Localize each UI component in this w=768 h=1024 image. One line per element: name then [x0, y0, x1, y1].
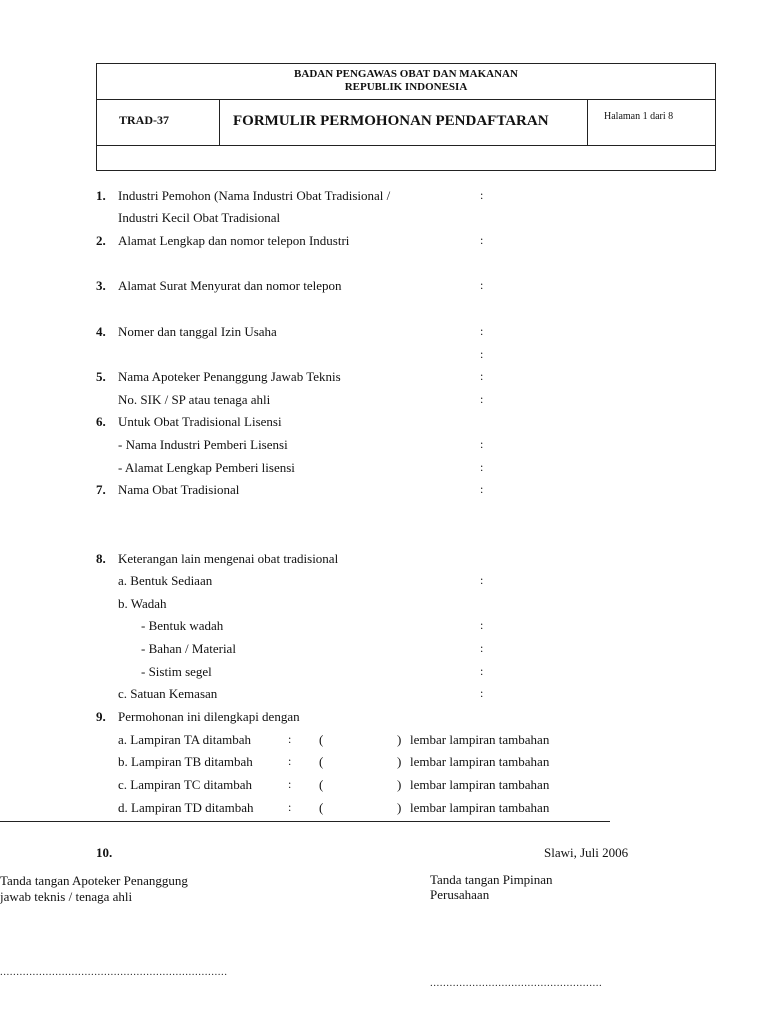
item-4-label: Nomer dan tanggal Izin Usaha: [118, 324, 277, 339]
item-1-label: Industri Pemohon (Nama Industri Obat Tradisional /: [118, 188, 391, 203]
sign-right-label-cont: Perusahaan: [430, 887, 490, 902]
lampiran-td-label: d. Lampiran TD ditambah: [118, 800, 254, 815]
form-title: FORMULIR PERMOHONAN PENDAFTARAN: [220, 100, 588, 145]
item-8b-label: b. Wadah: [118, 596, 167, 611]
form-header-table: [96, 63, 716, 171]
item-2-label: Alamat Lengkap dan nomor telepon Industri: [118, 233, 350, 248]
form-code: TRAD-37: [97, 100, 220, 145]
lampiran-td-colon: :: [288, 800, 292, 814]
item-7-colon: :: [480, 482, 484, 496]
agency-row: [97, 64, 715, 100]
lampiran-td-open: (: [319, 800, 324, 815]
signature-line-left: ......................................................................: [0, 966, 228, 978]
item-number-5: 5.: [96, 369, 106, 384]
item-5-colon: :: [480, 369, 484, 383]
sign-left-label: Tanda tangan Apoteker Penanggung: [0, 873, 188, 888]
item-8b1-colon: :: [480, 618, 484, 632]
item-9-label: Permohonan ini dilengkapi dengan: [118, 709, 300, 724]
item-number-10: 10.: [96, 845, 113, 860]
item-5-sublabel: No. SIK / SP atau tenaga ahli: [118, 392, 271, 407]
lampiran-tb-suffix: lembar lampiran tambahan: [410, 754, 550, 769]
lampiran-ta-suffix: lembar lampiran tambahan: [410, 732, 550, 747]
item-8c-label: c. Satuan Kemasan: [118, 686, 218, 701]
item-number-6: 6.: [96, 414, 106, 429]
item-6b-colon: :: [480, 460, 484, 474]
lampiran-tb-open: (: [319, 754, 324, 769]
item-2-colon: :: [480, 233, 484, 247]
title-row: [97, 100, 715, 146]
lampiran-tc-close: ): [397, 777, 402, 792]
lampiran-tb-close: ): [397, 754, 402, 769]
item-1-colon: :: [480, 188, 484, 202]
item-number-2: 2.: [96, 233, 106, 248]
item-number-9: 9.: [96, 709, 106, 724]
lampiran-ta-close: ): [397, 732, 402, 747]
item-8-label: Keterangan lain mengenai obat tradisional: [118, 551, 339, 566]
lampiran-ta-label: a. Lampiran TA ditambah: [118, 732, 252, 747]
sign-left-label-cont: jawab teknis / tenaga ahli: [0, 889, 133, 904]
page-info: Halaman 1 dari 8: [604, 111, 674, 122]
lampiran-td-close: ): [397, 800, 402, 815]
lampiran-tc-colon: :: [288, 777, 292, 791]
item-number-3: 3.: [96, 278, 106, 293]
item-8b3-label: - Sistim segel: [141, 664, 212, 679]
lampiran-ta-colon: :: [288, 732, 292, 746]
item-6-label: Untuk Obat Tradisional Lisensi: [118, 414, 282, 429]
item-8c-colon: :: [480, 686, 484, 700]
lampiran-ta-open: (: [319, 732, 324, 747]
agency-country: REPUBLIK INDONESIA: [344, 81, 468, 93]
item-4-colon: :: [480, 324, 484, 338]
sign-right-label: Tanda tangan Pimpinan: [430, 872, 553, 887]
lampiran-td-suffix: lembar lampiran tambahan: [410, 800, 550, 815]
item-number-8: 8.: [96, 551, 106, 566]
lampiran-tb-label: b. Lampiran TB ditambah: [118, 754, 253, 769]
item-8b1-label: - Bentuk wadah: [141, 618, 224, 633]
agency-name: BADAN PENGAWAS OBAT DAN MAKANAN: [294, 68, 518, 80]
item-number-1: 1.: [96, 188, 106, 203]
item-6a-label: - Nama Industri Pemberi Lisensi: [118, 437, 288, 452]
item-8a-colon: :: [480, 573, 484, 587]
item-6a-colon: :: [480, 437, 484, 451]
item-5-label: Nama Apoteker Penanggung Jawab Teknis: [118, 369, 341, 384]
signature-line-right: .....................................................: [430, 977, 603, 989]
item-4-colon-2: :: [480, 347, 484, 361]
item-5-colon-2: :: [480, 392, 484, 406]
item-8a-label: a. Bentuk Sediaan: [118, 573, 213, 588]
item-1-label-cont: Industri Kecil Obat Tradisional: [118, 210, 281, 225]
lampiran-tc-open: (: [319, 777, 324, 792]
item-number-7: 7.: [96, 482, 106, 497]
item-8b2-label: - Bahan / Material: [141, 641, 236, 656]
section-divider: [0, 821, 610, 822]
item-3-colon: :: [480, 278, 484, 292]
item-6b-label: - Alamat Lengkap Pemberi lisensi: [118, 460, 295, 475]
item-8b3-colon: :: [480, 664, 484, 678]
item-8b2-colon: :: [480, 641, 484, 655]
lampiran-tb-colon: :: [288, 754, 292, 768]
item-number-4: 4.: [96, 324, 106, 339]
lampiran-tc-label: c. Lampiran TC ditambah: [118, 777, 253, 792]
place-date: Slawi, Juli 2006: [544, 845, 629, 860]
item-3-label: Alamat Surat Menyurat dan nomor telepon: [118, 278, 342, 293]
item-7-label: Nama Obat Tradisional: [118, 482, 240, 497]
lampiran-tc-suffix: lembar lampiran tambahan: [410, 777, 550, 792]
